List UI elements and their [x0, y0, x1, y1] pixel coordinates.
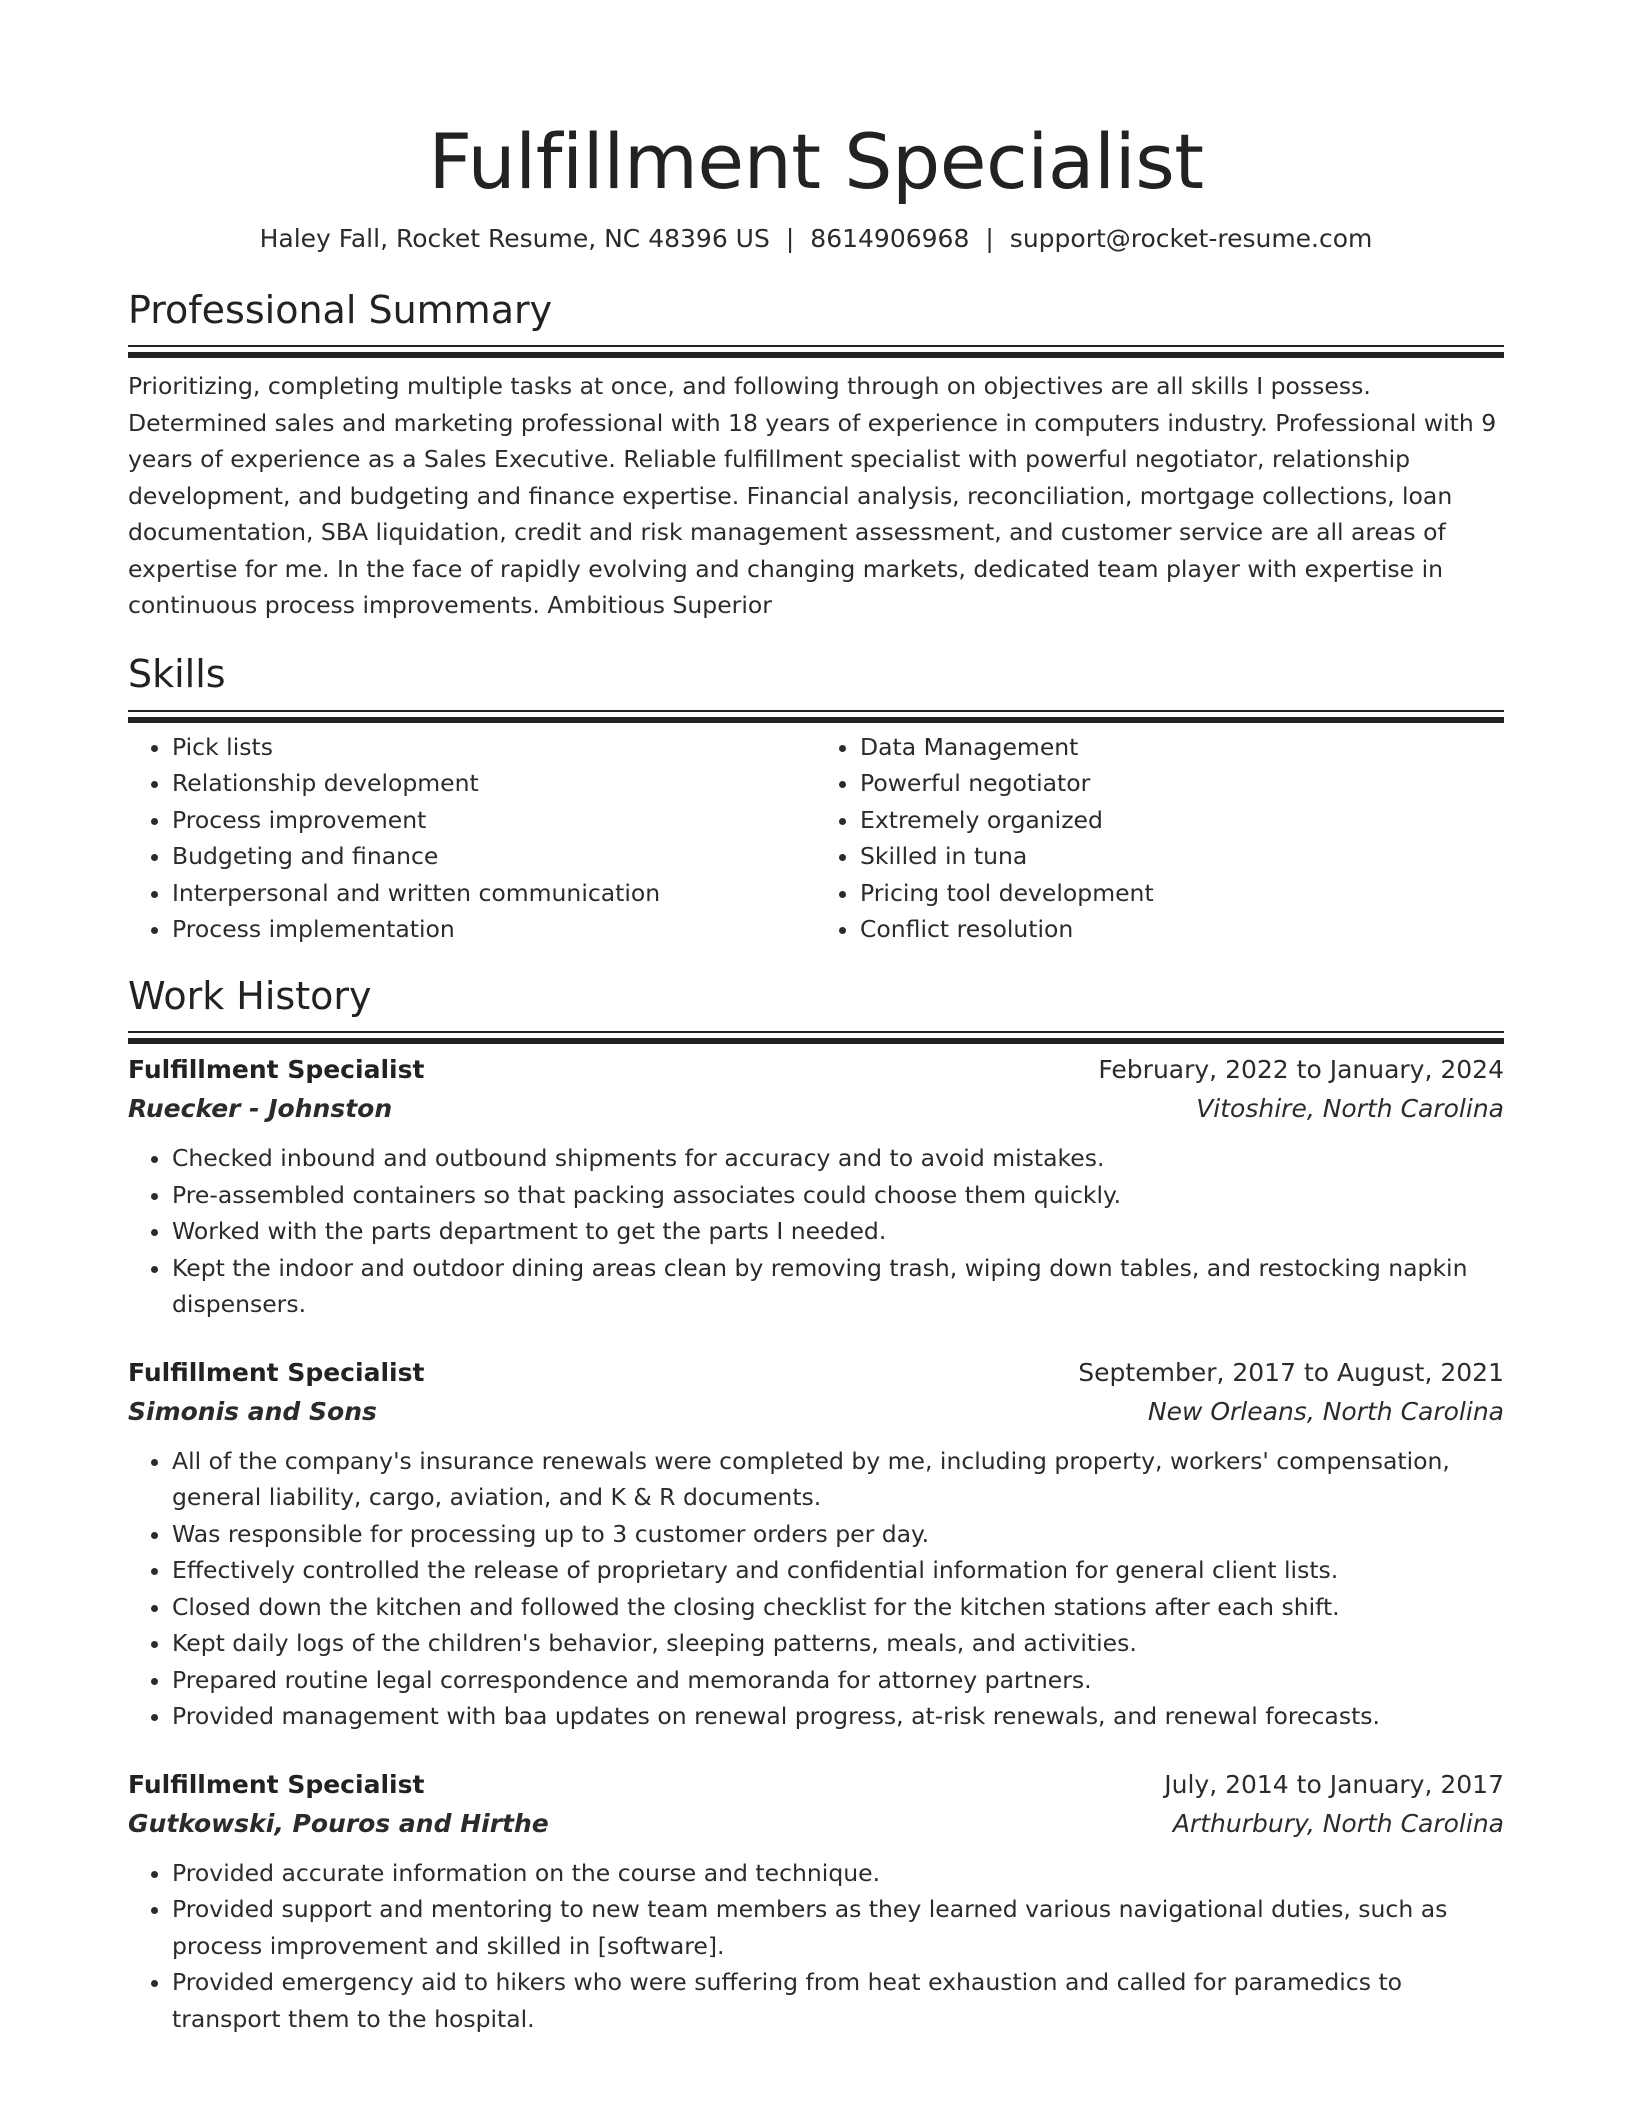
job-entry — [128, 1353, 1504, 1735]
job-title: Fulfillment Specialist — [128, 1769, 425, 1799]
skill-item: • Interpersonal and written communication — [172, 875, 816, 912]
job-location: Vitoshire, North Carolina — [1196, 1094, 1504, 1124]
professional-summary-section — [128, 288, 1504, 624]
job-duty-item: • Kept daily logs of the children's behavior, sleeping patterns, meals, and activities. — [172, 1625, 1504, 1662]
job-company-row — [128, 1392, 1504, 1431]
section-title-summary: Professional Summary — [128, 287, 553, 332]
job-duties-list — [128, 1443, 1504, 1735]
skill-item: • Relationship development — [172, 765, 816, 802]
job-company-row — [128, 1089, 1504, 1128]
job-title: Fulfillment Specialist — [128, 1055, 425, 1085]
job-duty-item: • Provided emergency aid to hikers who were suffering from heat exhaustion and called for paramedics to transport them to the hospital. — [172, 1964, 1504, 2037]
job-duties-list — [128, 1855, 1504, 2038]
job-dates: February, 2022 to January, 2024 — [1098, 1055, 1504, 1085]
resume-title: Fulfillment Specialist — [428, 117, 1204, 206]
contact-phone: 8614906968 — [810, 224, 970, 254]
job-duty-item: • Prepared routine legal correspondence and memoranda for attorney partners. — [172, 1662, 1504, 1699]
skills-list-left — [128, 729, 816, 948]
job-location: New Orleans, North Carolina — [1147, 1396, 1504, 1426]
skill-item: • Pick lists — [172, 729, 816, 766]
job-duty-item: • Closed down the kitchen and followed the closing checklist for the kitchen stations after each shift. — [172, 1589, 1504, 1626]
job-company: Simonis and Sons — [128, 1396, 377, 1426]
skill-item: • Process implementation — [172, 911, 816, 948]
skills-section — [128, 652, 1504, 948]
section-title-skills: Skills — [128, 651, 226, 696]
job-company: Gutkowski, Pouros and Hirthe — [128, 1808, 549, 1838]
skill-item: • Process improvement — [172, 802, 816, 839]
summary-text: Prioritizing, completing multiple tasks at once, and following through on objectives are all skills I possess. Determined sales and marketing professional with 18 years of experience in computers industry. Professional with 9 years of experience as a Sales Executive. Reliable fulfillment specialist with powerful negotiator, relationship development, and budgeting and finance expertise. Financial analysis, reconciliation, mortgage collections, loan documentation, SBA liquidation, credit and risk management assessment, and customer service are all areas of expertise for me. In the face of rapidly evolving and changing markets, dedicated team player with expertise in continuous process improvements. Ambitious Superior — [128, 372, 1497, 620]
job-company: Ruecker - Johnston — [128, 1094, 393, 1124]
contact-email[interactable]: support@rocket-resume.com — [1009, 224, 1373, 254]
section-divider — [128, 1031, 1504, 1036]
skill-item: • Skilled in tuna — [860, 838, 1504, 875]
job-duty-item: • Checked inbound and outbound shipments for accuracy and to avoid mistakes. — [172, 1140, 1504, 1177]
skill-item: • Extremely organized — [860, 802, 1504, 839]
job-duties-list — [128, 1140, 1504, 1323]
job-duty-item: • Worked with the parts department to get the parts I needed. — [172, 1213, 1504, 1250]
job-duty-item: • Provided support and mentoring to new team members as they learned various navigational duties, such as process improvement and skilled in [software]. — [172, 1891, 1504, 1964]
job-dates: July, 2014 to January, 2017 — [1164, 1769, 1504, 1799]
job-location: Arthurbury, North Carolina — [1172, 1808, 1504, 1838]
job-duty-item: • Kept the indoor and outdoor dining areas clean by removing trash, wiping down tables, and restocking napkin dispensers. — [172, 1250, 1504, 1323]
skill-item: • Data Management — [860, 729, 1504, 766]
resume-page — [128, 0, 1504, 2037]
contact-line — [128, 223, 1504, 256]
job-duty-item: • Pre-assembled containers so that packing associates could choose them quickly. — [172, 1177, 1504, 1214]
skills-list-right — [816, 729, 1504, 948]
job-header-row — [128, 1353, 1504, 1392]
contact-separator: | — [985, 224, 994, 254]
job-entry — [128, 1765, 1504, 2038]
section-divider — [128, 710, 1504, 715]
job-duty-item: • Was responsible for processing up to 3 customer orders per day. — [172, 1516, 1504, 1553]
job-duty-item: • Provided accurate information on the course and technique. — [172, 1855, 1504, 1892]
skill-item: • Pricing tool development — [860, 875, 1504, 912]
skill-item: • Conflict resolution — [860, 911, 1504, 948]
job-title: Fulfillment Specialist — [128, 1357, 425, 1387]
job-header-row — [128, 1765, 1504, 1804]
job-duty-item: • Provided management with baa updates on renewal progress, at-risk renewals, and renewal forecasts. — [172, 1698, 1504, 1735]
section-divider — [128, 345, 1504, 350]
job-company-row — [128, 1804, 1504, 1843]
work-history-section — [128, 974, 1504, 2038]
section-title-work-history: Work History — [128, 973, 372, 1018]
job-dates: September, 2017 to August, 2021 — [1078, 1357, 1504, 1387]
job-duty-item: • All of the company's insurance renewals were completed by me, including property, workers' compensation, general liability, cargo, aviation, and K & R documents. — [172, 1443, 1504, 1516]
job-duty-item: • Effectively controlled the release of proprietary and confidential information for general client lists. — [172, 1552, 1504, 1589]
contact-address: Haley Fall, Rocket Resume, NC 48396 US — [259, 224, 770, 254]
job-entry — [128, 1050, 1504, 1323]
skills-columns — [128, 729, 1504, 948]
skill-item: • Budgeting and finance — [172, 838, 816, 875]
skill-item: • Powerful negotiator — [860, 765, 1504, 802]
contact-separator: | — [785, 224, 795, 254]
job-header-row — [128, 1050, 1504, 1089]
